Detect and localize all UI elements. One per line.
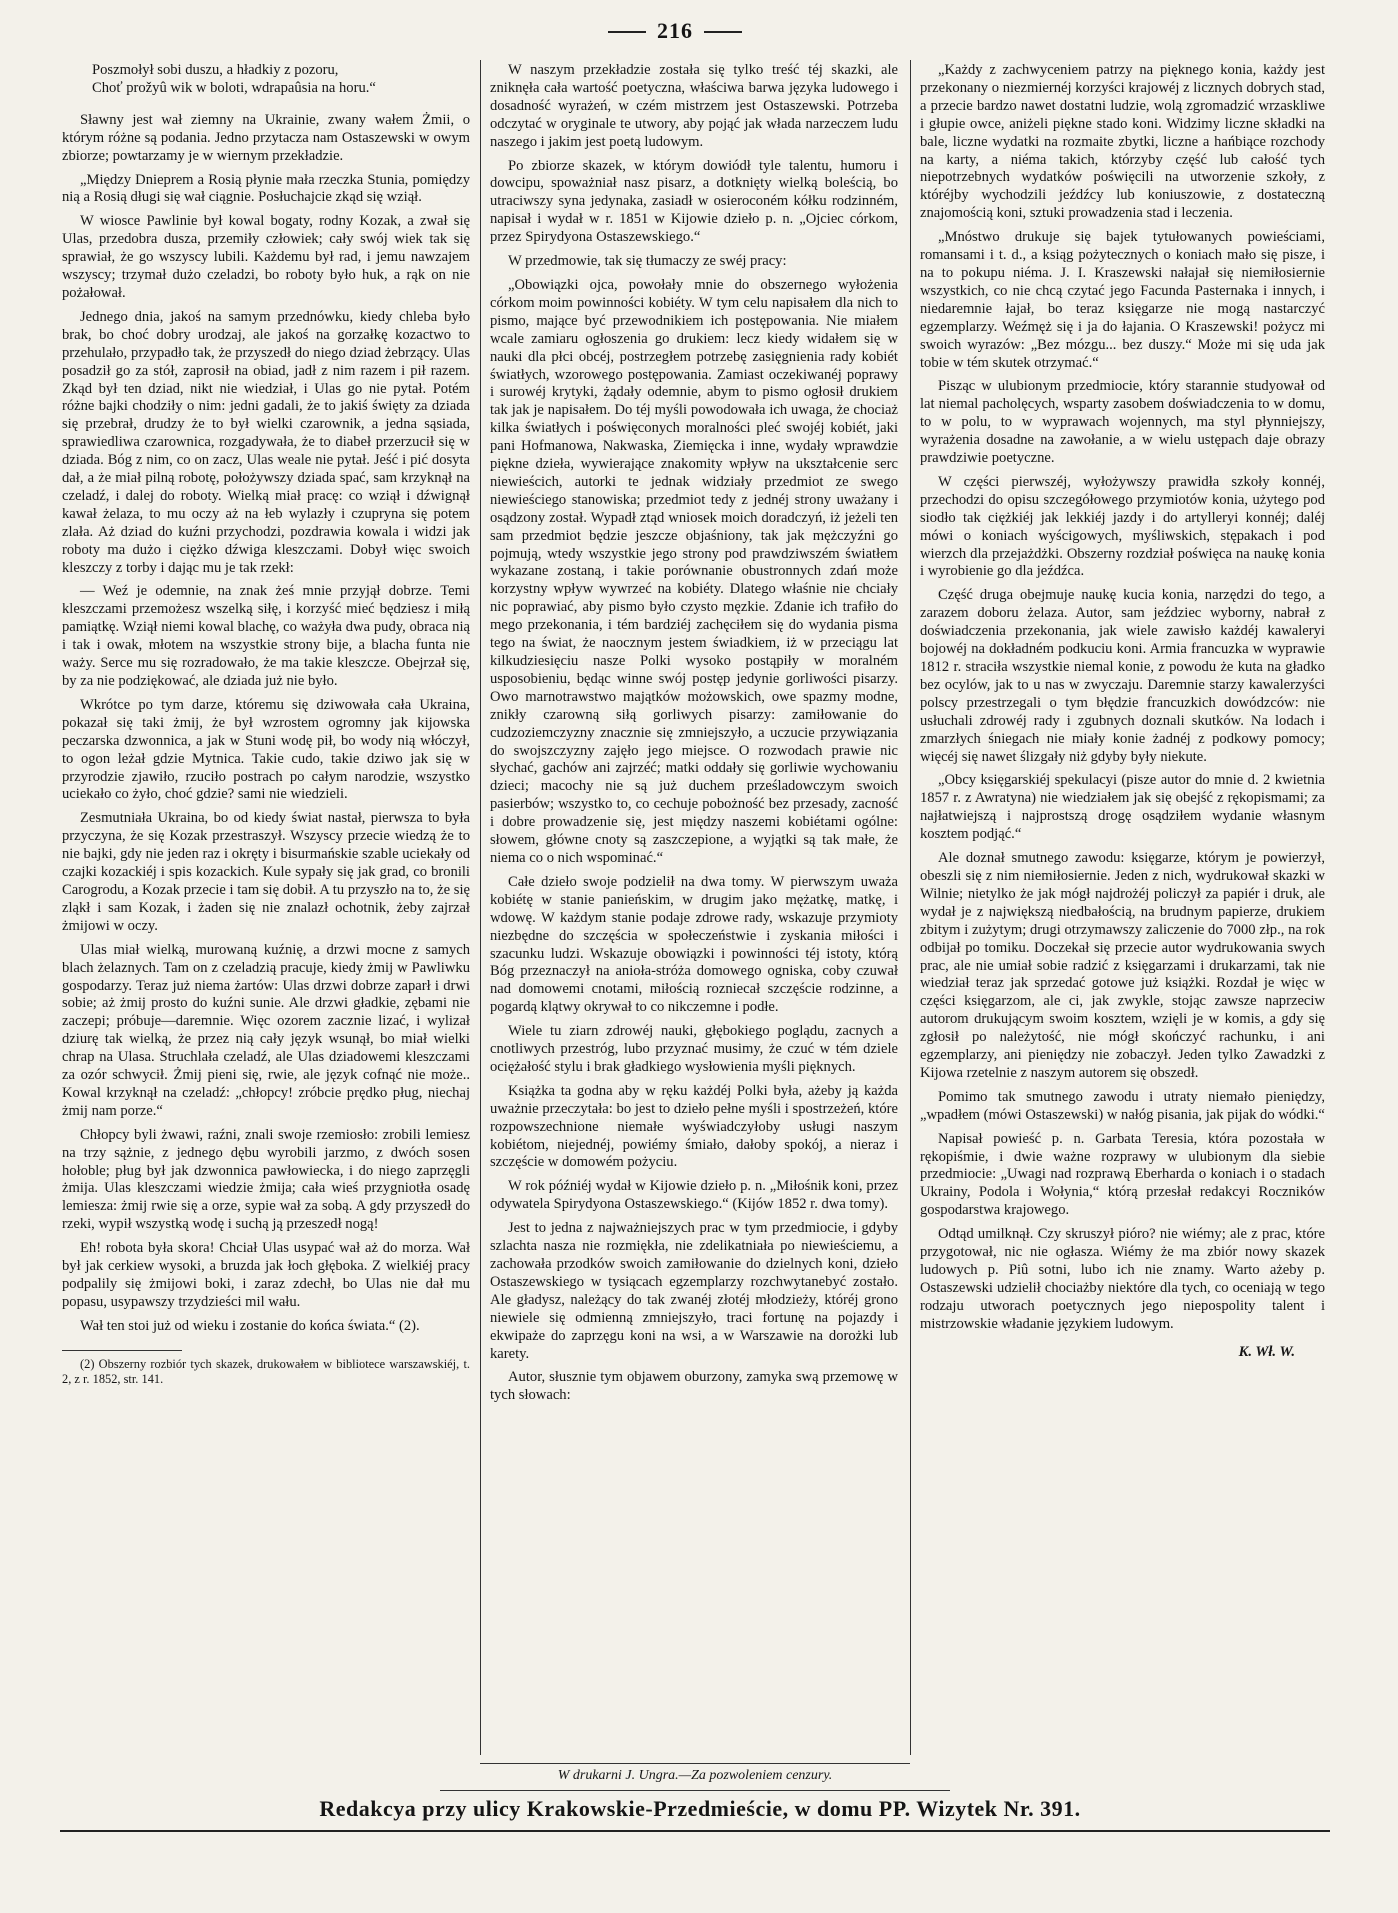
paragraph: Wiele tu ziarn zdrowéj nauki, głębokiego poglądu, zacnych a cnotliwych przestróg, lubo przyznać musimy, że czuć w tém dziele ociężałość stylu i brak gładkiego wysłowienia myśli pięknych. [490,1023,898,1075]
paragraph: „Mnóstwo drukuje się bajek tytułowanych powieściami, romansami i t. d., a ksiąg pożytecznych o koniach mało się pisze, i na to pokupu niéma. J. I. Kraszewski nałajał się niemiłosiernie wszystkich, co nie chcą czytać jego Facunda Pasternaka i innych, i niedaremnie łajał, bo teraz księgarze nie mogą nastarczyć egzemplarzy. Weźmęż się i ja do łajania. O Kraszewski! pożycz mi swoich wyrazów: „Bez mózgu... bez duszy.“ Może mi się uda jak tobie w tém skutek otrzymać.“ [920,229,1325,371]
paragraph: W wiosce Pawlinie był kowal bogaty, rodny Kozak, a zwał się Ulas, przedobra dusza, przemiły człowiek; cały swój wiek tak się sprawiał, że go wszyscy lubili. Każdemu był rad, i jemu nawzajem wszyscy; trzymał dużo czeladzi, bo roboty było huk, a rąk on nie pożałował. [62,213,470,301]
printer-imprint: W drukarni J. Ungra.—Za pozwoleniem cenzury. [557,1768,833,1783]
poem-fragment [62,62,470,98]
paragraph: Książka ta godna aby w ręku każdéj Polki była, ażeby ją każda uważnie przeczytała: bo jest to dzieło pełne myśli i spostrzeżeń, które rozpowszechnione niemałe wyświadczyłoby usługi naszym kobiétom, niejednéj, powiémy śmiało, dałoby spokój, a nieraz i szczęście w domowém pożyciu. [490,1082,898,1171]
imprint-rule [440,1790,950,1791]
paragraph: Chłopcy byli żwawi, raźni, znali swoje rzemiosło: zrobili lemiesz na trzy sążnie, z jednego dębu wyrobili jarzmo, z dwóch sosen hołoble; pług był jak dzwonnica pawłowiecka, i do niego zaprzęgli żmija. Ulas kleszczami wiedzie żmija; cała wieś przygniotła osadę lemiesza: żmij rwie się a orze, sypie wał za sobą. A gdy przyszedł do rzeki, wypił wszystką wodę i suchą ją przeszedł nogą! [62,1126,470,1233]
paragraph: Jest to jedna z najważniejszych prac w tym przedmiocie, i gdyby szlachta nasza nie rozmiękła, nie zdelikatniała po niewieściemu, a zachowała przodków swoich zamiłowanie do dzielnych koni, dzieło Ostaszewskiego w tysiącach egzemplarzy rozchwytanebyć zostało. Ale gładysz, należący do tak zwanéj złotéj młodzieży, któréj grono niewiele się odmienną zmniejszyło, traci fortunę na pojazdy i ekwipaże do zaprzęgu koni na wsi, a w Warszawie na dorożki lub karety. [490,1220,898,1362]
editorial-address: Redakcya przy ulicy Krakowskie-Przedmieście, w domu PP. Wizytek Nr. 391. [319,1796,1081,1821]
paragraph: „Między Dnieprem a Rosią płynie mała rzeczka Stunia, pomiędzy nią a Rosią długi się wał ciągnie. Posłuchajcie zkąd się wziął. [62,171,470,206]
column-left [62,62,470,1752]
column-middle [490,62,898,1752]
paragraph: Zesmutniała Ukraina, bo od kiedy świat nastał, pierwsza to była przyczyna, że się Kozak przestraszył. Wszyscy przecie wiedzą że to nie bajki, gdy nie jeden raz i okręty i bisurmańskie szable uciekały od czajki kozackiéj i spis kozackich. Kule sypały się jak grad, co bronili Carogrodu, a Kozak przecie i tam się dobił. A tu przyszło na to, że się zląkł i sam Kozak, i żaden się nie znalazł ochotnik, żeby zajrzał żmijowi w oczy. [62,810,470,934]
paragraph: Wał ten stoi już od wieku i zostanie do końca świata.“ (2). [80,1317,420,1334]
paragraph: Po zbiorze skazek, w którym dowiódł tyle talentu, humoru i dowcipu, spoważniał nasz pisarz, a dotknięty wielką boleścią, bo utraciwszy syna jedynaka, zasiadł w osieroconém kółku rodzinném, napisał i wydał w r. 1851 w Kijowie dzieło p. n. „Ojciec córkom, przez Spirydyona Ostaszewskiego.“ [490,157,898,246]
imprint-rule [480,1763,910,1764]
footnote: (2) Obszerny rozbiór tych skazek, drukowałem w bibliotece warszawskiéj, t. 2, z r. 1852, str. 141. [62,1356,470,1386]
paragraph: Odtąd umilknął. Czy skruszył pióro? nie wiémy; ale z prac, które przygotował, nic nie ogłasza. Wiémy że ma zbiór nowy skazek ludowych p. Piû sotni, lubo ich nie znamy. Warto ażeby p. Ostaszewski udzielił chociażby niektóre dla tych, co oceniają w tego rodzaju utworach poetycznych jego niepospolity talent i mistrzowskie władanie językiem ludowym. [920,1226,1325,1332]
paragraph: W rok późniéj wydał w Kijowie dzieło p. n. „Miłośnik koni, przez odywatela Spirydyona Ostaszewskiego.“ (Kijów 1852 r. dwa tomy). [490,1178,898,1213]
paragraph: W części pierwszéj, wyłożywszy prawidła szkoły konnéj, przechodzi do opisu szczegółowego przymiotów konia, użytego pod siodło tak ciężkiéj jak lekkiéj jazdy i do artylleryi konnéj; daléj mówi o koniach wyścigowych, myśliwskich, stępakach i pod wierzch dla przejażdżki. Obszerny rozdział poświęca na naukę konia i wyrobienie go dla jeźdźca. [920,473,1325,580]
column-right [920,62,1325,1752]
paragraph: Napisał powieść p. n. Garbata Teresia, która pozostała w rękopiśmie, i dwie ważne rozprawy w ulubionym dla siebie przedmiocie: „Uwagi nad rozprawą Eberharda o koniach i o stadach Ukrainy, Podola i Wołynia,“ którą przesłał redakcyi Roczników gospodarstwa krajowego. [920,1130,1325,1219]
footnote-separator [62,1350,182,1351]
paragraph: Ale doznał smutnego zawodu: księgarze, którym je powierzył, obeszli się z nim niemiłosiernie. Jeden z nich, wydrukował skazki w Wilnie; nietylko że jak mógł najdrożéj policzył za papiér i druk, ale wydał je z największą niedbałością, na brudnym papierze, drukiem zbitym i zużytym; drugi otrzymawszy zaliczenie do 7000 złp., na rok odbijał po tomiku. Doczekał się przecie autor wydrukowania swych prac, ale nie umiał sobie radzić z księgarzami i drukarzami, tak nie wiedział teraz jak sprzedać gotowe już książki. Rozdał je więc w części księgarzom, ale ci, jak zwykle, stojąc zawsze naprzeciw autorom drukującym swoim kosztem, wzięli je w komis, a gdy się zgłosił po należytość, nie mógł skończyć rachunku, i ani egzemplarzy, ani pieniędzy nie zobaczył. Jeden tylko Zawadzki z Kijowa rzetelnie z naszym autorem się obszedł. [920,850,1325,1081]
poem-line: Choť prožyû wik w boloti, wdrapaûsia na horu.“ [92,79,376,96]
bottom-rule [60,1830,1330,1832]
paragraph: Pomimo tak smutnego zawodu i utraty niemało pieniędzy, „wpadłem (mówi Ostaszewski) w nałóg pisania, jak pijak do wódki.“ [920,1088,1325,1123]
paragraph: Sławny jest wał ziemny na Ukrainie, zwany wałem Żmii, o którym różne są podania. Jedno przytacza nam Ostaszewski w owym zbiorze; powtarzamy je w wiernym przekładzie. [62,111,470,164]
paragraph: W naszym przekładzie została się tylko treść téj skazki, ale zniknęła cała wartość poetyczna, właściwa barwa języka ludowego i dosadność wyrażeń, w czém mistrzem jest Ostaszewski. Potrzeba odczytać w oryginale te utwory, aby pojąć jak włada narzeczem ludu naszego i jakim jest poetą ludowym. [490,62,898,150]
paragraph: Eh! robota była skora! Chciał Ulas usypać wał aż do morza. Wał był jak cerkiew wysoki, a bruzda jak łoch głęboka. Z wielkiéj pracy podpalily się żmijowi boki, i zaraz zdechł, bo Ulas nie dał mu popasu, usypawszy trzydzieści mil wału. [62,1240,470,1310]
author-signature: K. Wł. W. [1238,1343,1295,1360]
poem-line: Poszmołył sobi duszu, a hładkiy z pozoru, [92,62,339,78]
column-divider [910,60,911,1755]
paragraph: Jednego dnia, jakoś na samym przednówku, kiedy chleba było brak, bo choć dobry urodzaj, ale jakoś na gorzałkę kozactwo to przehulało, przypadło tak, że przyszedł do niego dziad żebrzący. Ulas posadził go za stół, zaprosił na obiad, jadł z nim razem i pił razem. Zkąd był ten dziad, nikt nie wiedział, i Ulas go nie pytał. Potém różne bajki chodziły o nim: jedni gadali, że to jakiś święty za dziada się przebrał, drudzy że to był wielki czarownik, a jedna sąsiada, sprawiedliwa czarownica, rozgadywała, że to diabeł przerzucił się w dziada. Bóg z nim, co on zacz, Ulas weale nie pytał. Jeść i pić dosyta dał, a że miał pilną robotę, położywszy dziada spać, sam krzyknął na czeladź, i dalej do roboty. Wielką miał pracę: co wziął i dźwignął kawał żelaza, to mu oczy aż na łeb wylazły i czupryna się potem zlała. Aż dziad do kuźni przychodzi, pozdrawia kowala i widzi jak roboty ma dużo i ciężko dźwiga kleszczami. Dobył więc swoich kleszczy z torby i dając mu je tak rzekł: [62,308,470,576]
column-divider [480,60,481,1755]
paragraph: „Obcy księgarskiéj spekulacyi (pisze autor do mnie d. 2 kwietnia 1857 r. z Awratyna) nie wiedziałem jak się obejść z rękopismami; za najłatwiejszą i najprostszą drogę osądziłem wydanie własnym kosztem podjąć.“ [920,772,1325,843]
paragraph: Całe dzieło swoje podzielił na dwa tomy. W pierwszym uważa kobiétę w stanie panieńskim, w drugim jako mężatkę, matkę, i wdowę. W każdym stanie podaje zdrowe rady, wskazuje przymioty niezbędne do szczęścia w społeczeństwie i zyskania miłości i szacunku ludzi. Wskazuje obowiązki i powinności téj istoty, którą Bóg przeznaczył na anioła-stróża domowego ogniska, coby czuwał nad domowemi cnotami, miłością rozniecał szczęście rodzinne, a pogardą klątwy okrywał to co nikczemne i podłe. [490,873,898,1016]
page-number: 216 [600,18,750,44]
paragraph: Pisząc w ulubionym przedmiocie, który starannie studyował od lat niemal pacholęcych, wsparty zasobem doświadczenia to w domu, to w polu, to w wyprawach wojennych, ma styl płynniejszy, wyrażenia dosadne na zawołanie, a w wielu ustępach daje obrazy prawdziwie poetyczne. [920,378,1325,467]
paragraph: Wkrótce po tym darze, któremu się dziwowała cała Ukraina, pokazał się taki żmij, że był wzrostem ogromny jak kijowska peczarska dzwonnica, a jak w Stuni wodę pił, bo wody nią włóczył, to ogon leżał gdzie Mytnica. Takie cudo, takie dziwo jak się w przyrodzie zjawiło, rzuciło postrach po całym narodzie, wszystko uciekało co żyło, choć gdzie? sami nie wiedzieli. [62,696,470,803]
paragraph: — Weź je odemnie, na znak żeś mnie przyjął dobrze. Temi kleszczami przemożesz wszelką siłę, i korzyść mieć będziesz i miłą pamiątkę. Wziął niemi kowal blachę, co ważyła dwa pudy, obraca nią i tak i owak, młotem na wszystkie strony bije, a blacha funta nie waży. Serce mu się rozradowało, że ma takie kleszcze. Obejrzał się, by za nie podziękować, ale dziada już nie było. [62,583,470,689]
paragraph: W przedmowie, tak się tłumaczy ze swéj pracy: [508,253,787,270]
paragraph: Ulas miał wielką, murowaną kuźnię, a drzwi mocne z samych blach żelaznych. Tam on z czeladzią pracuje, kiedy żmij w Pawliwku gospodarzy. Teraz już niema żartów: Ulas drzwi dobrze zaparł i drwi sobie; aż żmij prosto do kuźni sunie. Ale drzwi gładkie, zębami nie zaczepi; próbuje—daremnie. Więc ozorem zacznie lizać, i wylizał dziurę tak wielką, że przez nią cały język wsunął, bo miał wielki chrap na Ulasa. Struchlała czeladź, ale Ulas dziadowemi kleszczami za ozór schwycił. Żmij pieni się, rwie, ale język cofnąć nie może.. Kowal krzyknął na czeladź: „chłopcy! zróbcie prędko pług, niechaj żmij nam porze.“ [62,941,470,1119]
paragraph: Autor, słusznie tym objawem oburzony, zamyka swą przemowę w tych słowach: [490,1369,898,1404]
paragraph: „Każdy z zachwyceniem patrzy na pięknego konia, każdy jest przekonany o niezmiernéj korzyści krajowéj z licznych dobrych stad, a przecie bardzo nawet dostatni ludzie, wolą zgromadzić wrzaskliwe i głupie owce, aniżeli piękne stado koni. Widzimy liczne składki na bale, liczne wydatki na rozmaite zbytki, liczne a hańbiące rozchody na karty, a niéma takich, którzyby część lub całość tych niepotrzebnych wydatków poświęcili na utworzenie szkoły, z któréjby wychodzili jeźdźcy lub koniuszowie, z dostateczną znajomością koni, sztuki prowadzenia stad i leczenia. [920,62,1325,222]
paragraph: Część druga obejmuje naukę kucia konia, narzędzi do tego, a zarazem doboru żelaza. Autor, sam jeździec wyborny, nabrał z doświadczenia przekonania, jak wiele zawisło każdéj kawaleryi bojowéj na dokładném podkuciu koni. Armia francuzka w wyprawie 1812 r. straciła wszystkie niemal konie, z powodu że kuta na gładko bez ocylów, jak to u nas w zwyczaju. Daremnie starzy kawalerzyści polscy przestrzegali o tym błędzie francuzkich dowódzców: nie usłuchali zdrowéj rady i zgubnych doznali skutków. Na lodach i zmarzłych śniegach nie miały konie żadnéj z podkowy pomocy; więcéj się nawet ślizgały niż gdyby były niekute. [920,587,1325,765]
paragraph: „Obowiązki ojca, powołały mnie do obszernego wyłożenia córkom moim powinności kobiéty. W tym celu napisałem dla nich to pismo, mające być przewodnikiem ich postępowania. Nie miałem wcale zamiaru ogłoszenia go drukiem: lecz kiedy widałem się w nauki dla płci obcéj, postrzegłem potrzebę zasięgnienia rady kobiét światłych, wzorowego postępowania. Zamiast oczekiwanéj poprawy i surowéj krytyki, żądały odemnie, abym to pismo ogłosił drukiem tak jak je napisałem. Do téj myśli powodowała ich uwaga, że chociaż kilka światłych i poświęconych moralności pleć swojéj kobiét, jaki pani Hofmanowa, Nakwaska, Ziemięcka i inne, wydały wprawdzie piękne dzieła, wywierające znakomity wpływ na ukształcenie serc niewieścich, autorki te jednak widziały przedmiot ze swego niewieściego stanowiska; przedmiot tedy z jednéj strony uważany i osądzony został. Wypadł ztąd wniosek moich doradczyń, iż jeżeli ten sam przedmiot będzie jeszcze objaśniony, tak jak mężczyźni go pojmują, wtedy wszystkie jego strony pod prawdziwszém światłem wykazane zostaną, i takie porównanie obustronnych zdań może korzystny wpływ wywrzeć na kobiéty. Dlatego właśnie nie chciały nic poprawiać, aby pismo było czysto męzkie. Zdanie ich trafiło do mego przekonania, i tém bardziéj zachęciłem się do wydania pisma tego na świat, że naocznym jestem świadkiem, iż w przeciągu lat kilkudziesięciu nasze Polki wysoko postąpiły w moralném usposobieniu, będąc winne swój postęp jedynie gorliwości pisarzy. Owo marnotrawstwo majątków możowskich, owe spazmy modne, znikły czarowną siłą gorliwych pisarzy: zamiłowanie do cudzoziemczyzny znacznie się zmniejszyło, a uczucie przywiązania do swojszczyzny zajęło jego miejsce. O rozwodach prawie nic słychać, gachów ani zajrzéć; matki oddały się gorliwie wychowaniu dzieci; macochy nie są już duchem prześladowczym swoich pasierbów; wszystko to, co cechuje pobożność bez przesady, zacność i dobre prowadzenie się, jest między naszemi kobiétami ogólne: słowem, główne cnoty są zaszczepione, a wyjątki są tak małe, że niema co o nich wspominać.“ [490,276,898,866]
